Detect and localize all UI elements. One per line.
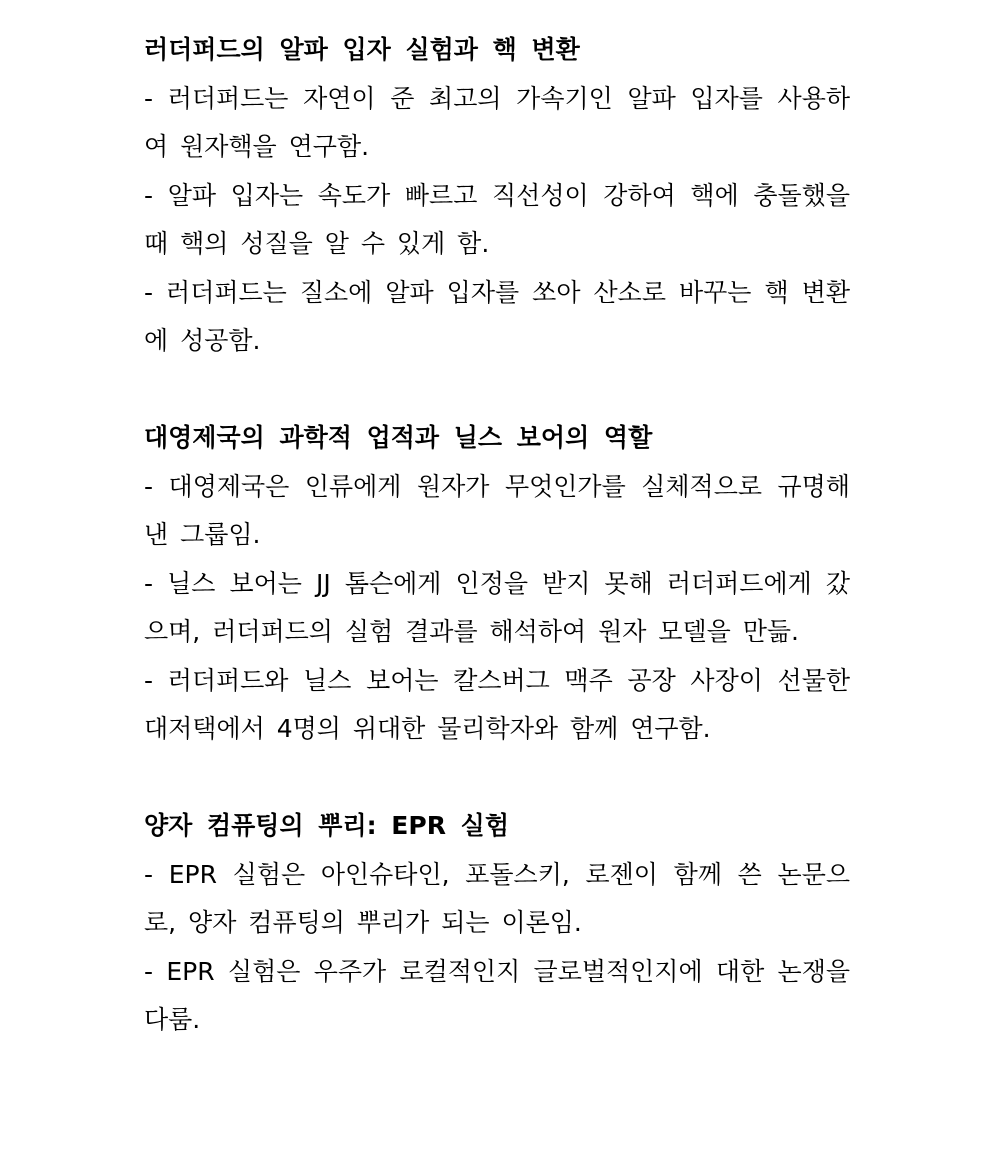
bullet-paragraph: - EPR 실험은 우주가 로컬적인지 글로벌적인지에 대한 논쟁을 다룸. <box>144 956 850 1034</box>
section-heading: 양자 컴퓨팅의 뿌리: EPR 실험 <box>144 811 509 840</box>
bullet-paragraph: - 대영제국은 인류에게 원자가 무엇인가를 실체적으로 규명해낸 그룹임. <box>144 471 850 549</box>
bullet-paragraph: - 러더퍼드는 자연이 준 최고의 가속기인 알파 입자를 사용하여 원자핵을 연구함. <box>144 83 850 161</box>
section-british-empire <box>144 414 850 754</box>
bullet-paragraph: - 러더퍼드와 닐스 보어는 칼스버그 맥주 공장 사장이 선물한 대저택에서 4명의 위대한 물리학자와 함께 연구함. <box>144 665 850 743</box>
section-rutherford <box>144 26 850 366</box>
bullet-paragraph: - 러더퍼드는 질소에 알파 입자를 쏘아 산소로 바꾸는 핵 변환에 성공함. <box>144 277 850 355</box>
section-epr <box>144 802 850 1045</box>
document-body <box>144 26 850 1045</box>
bullet-paragraph: - 알파 입자는 속도가 빠르고 직선성이 강하여 핵에 충돌했을 때 핵의 성질을 알 수 있게 함. <box>144 180 850 258</box>
section-heading: 러더퍼드의 알파 입자 실험과 핵 변환 <box>144 35 580 64</box>
bullet-paragraph: - 닐스 보어는 JJ 톰슨에게 인정을 받지 못해 러더퍼드에게 갔으며, 러더퍼드의 실험 결과를 해석하여 원자 모델을 만듦. <box>144 568 850 646</box>
section-heading: 대영제국의 과학적 업적과 닐스 보어의 역할 <box>144 423 653 452</box>
bullet-paragraph: - EPR 실험은 아인슈타인, 포돌스키, 로젠이 함께 쓴 논문으로, 양자 컴퓨팅의 뿌리가 되는 이론임. <box>144 859 850 937</box>
